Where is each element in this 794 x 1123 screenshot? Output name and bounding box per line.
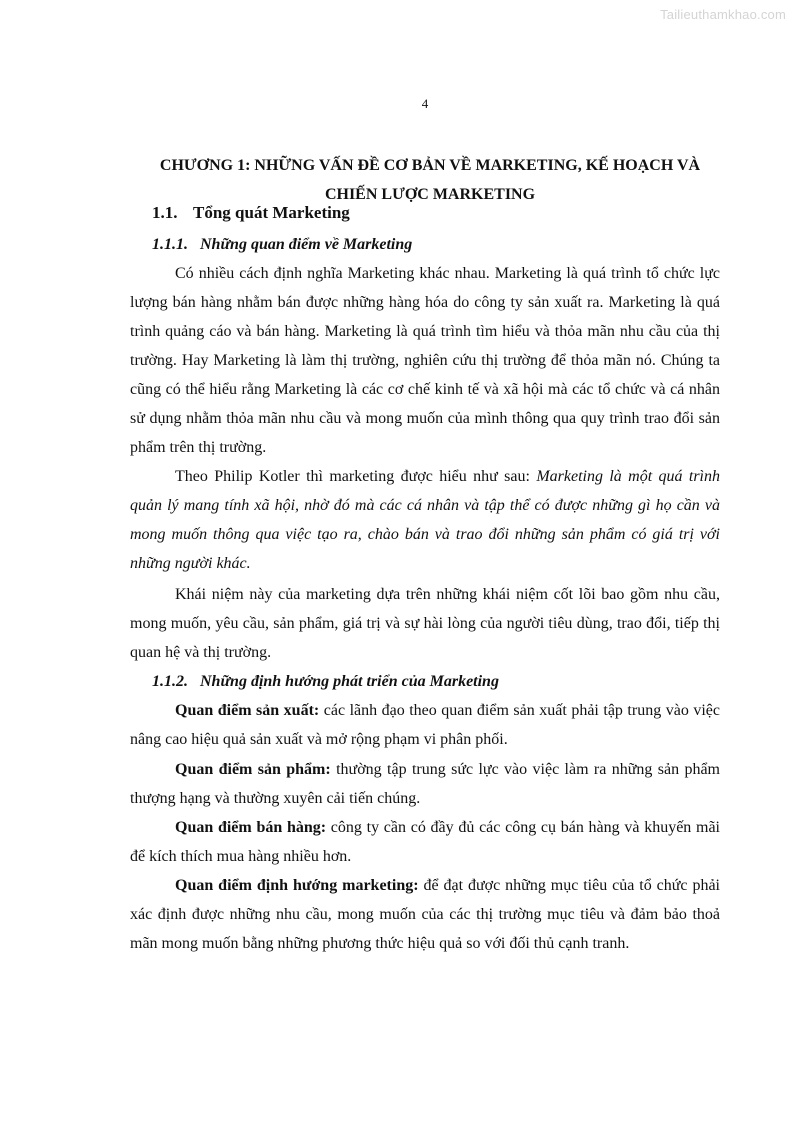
section-title: Những quan điểm về Marketing [200, 236, 413, 253]
concept-text: thường tập trung sức lực vào việc làm ra những sản phẩm thượng hạng và thường xuyên cải tiến chúng. [130, 761, 721, 807]
concept-marketing-orientation [130, 871, 720, 958]
chapter-title-line-2: CHIẾN LƯỢC MARKETING [324, 186, 536, 203]
concept-term: Quan điểm định hướng marketing: [175, 877, 419, 894]
paragraph-marketing-definitions: Có nhiều cách định nghĩa Marketing khác nhau. Marketing là quá trình tổ chức lực lượng bán hàng nhằm bán được những hàng hóa do công ty sản xuất ra. Marketing là quá trình quảng cáo và bán hàng. Marketing là quá trình tìm hiểu và thỏa mãn nhu cầu của thị trường. Hay Marketing là làm thị trường, nghiên cứu thị trường để thỏa mãn nó. Chúng ta cũng có thể hiểu rằng Marketing là các cơ chế kinh tế và xã hội mà các tổ chức và cá nhân sử dụng nhằm thỏa mãn nhu cầu và mong muốn của mình thông qua quy trình trao đổi sản phẩm trên thị trường. [130, 265, 720, 456]
page-number: 4 [421, 96, 429, 111]
section-number: 1.1.1. [152, 236, 188, 253]
chapter-title-line-1: CHƯƠNG 1: NHỮNG VẤN ĐỀ CƠ BẢN VỀ MARKETING, KẾ HOẠCH VÀ [159, 157, 701, 174]
concept-selling [130, 813, 720, 871]
concept-term: Quan điểm sản xuất: [175, 702, 320, 719]
concept-product [130, 755, 720, 813]
section-heading-1-1-2 [152, 673, 499, 691]
kotler-intro: Theo Philip Kotler thì marketing được hiểu như sau: [175, 468, 537, 485]
concept-text: công ty cần có đầy đủ các công cụ bán hàng và khuyến mãi để kích thích mua hàng nhiều hơn. [130, 819, 721, 865]
section-number: 1.1.2. [152, 673, 188, 690]
section-title: Tổng quát Marketing [193, 203, 350, 222]
section-number: 1.1. [152, 203, 178, 222]
concept-text: các lãnh đạo theo quan điểm sản xuất phải tập trung vào việc nâng cao hiệu quả sản xuất và mở rộng phạm vi phân phối. [130, 702, 720, 748]
concept-term: Quan điểm sản phẩm: [175, 761, 331, 778]
section-title: Những định hướng phát triển của Marketing [200, 673, 499, 690]
paragraph-core-concepts: Khái niệm này của marketing dựa trên những khái niệm cốt lõi bao gồm nhu cầu, mong muốn, yêu cầu, sản phẩm, giá trị và sự hài lòng của người tiêu dùng, trao đổi, tiếp thị quan hệ và thị trường. [130, 586, 720, 661]
concept-production [130, 696, 720, 754]
concept-text: để đạt được những mục tiêu của tổ chức phải xác định được những nhu cầu, mong muốn của các thị trường mục tiêu và đảm bảo thoả mãn mong muốn bằng những phương thức hiệu quả so với đối thủ cạnh tranh. [130, 877, 721, 952]
chapter-title [130, 151, 730, 209]
kotler-quote: Marketing là một quá trình quản lý mang tính xã hội, nhờ đó mà các cá nhân và tập thể có được những gì họ cần và mong muốn thông qua việc tạo ra, chào bán và trao đổi những sản phẩm có giá trị với những người khác. [130, 468, 721, 572]
section-heading-1-1-1 [152, 236, 412, 254]
concept-term: Quan điểm bán hàng: [175, 819, 327, 836]
paragraph-kotler-definition [130, 462, 720, 578]
watermark: Tailieuthamkhao.com [660, 7, 786, 22]
section-heading-1-1 [152, 203, 350, 223]
